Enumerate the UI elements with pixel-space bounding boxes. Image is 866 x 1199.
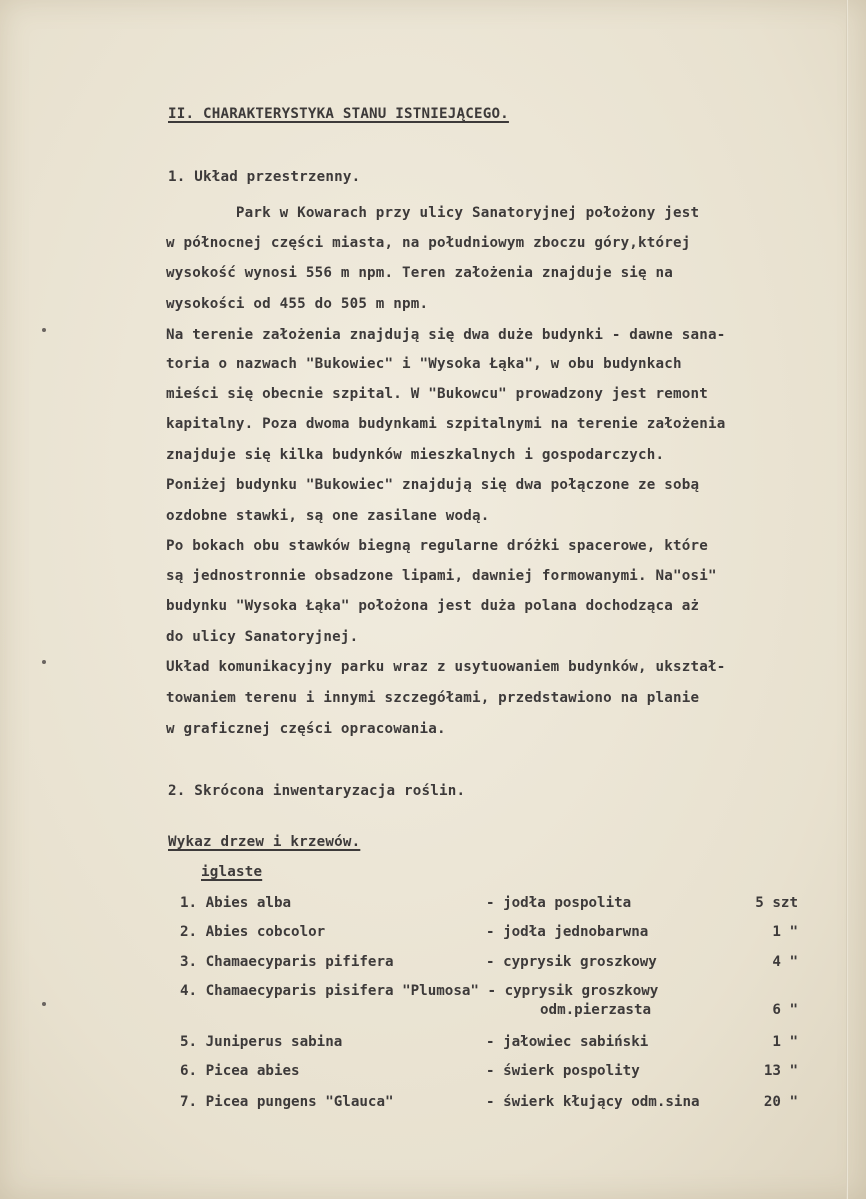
plant-polish-name: - jodła pospolita bbox=[486, 895, 632, 911]
plant-quantity: 13 " bbox=[763, 1063, 798, 1079]
section-heading: II. CHARAKTERYSTYKA STANU ISTNIEJĄCEGO. bbox=[168, 106, 509, 122]
plant-latin-name: 3. Chamaecyparis pififera bbox=[180, 954, 394, 970]
plant-quantity: 5 szt bbox=[755, 895, 798, 911]
body-line: Po bokach obu stawków biegną regularne dróżki spacerowe, które bbox=[166, 538, 708, 554]
plant-quantity: 1 " bbox=[772, 924, 798, 940]
plant-latin-name: 4. Chamaecyparis pisifera "Plumosa" - cyprysik groszkowy bbox=[180, 983, 659, 999]
body-line: Poniżej budynku "Bukowiec" znajdują się dwa połączone ze sobą bbox=[166, 477, 700, 493]
plant-latin-name: 2. Abies cobcolor bbox=[180, 924, 326, 940]
plant-polish-name: - jodła jednobarwna bbox=[486, 924, 649, 940]
body-line: Na terenie założenia znajdują się dwa duże budynki - dawne sana- bbox=[166, 327, 726, 343]
plant-quantity: 1 " bbox=[772, 1034, 798, 1050]
body-line: ozdobne stawki, są one zasilane wodą. bbox=[166, 508, 490, 524]
body-line: toria o nazwach "Bukowiec" i "Wysoka Łąka", w obu budynkach bbox=[166, 356, 682, 372]
plant-polish-name: - jałowiec sabiński bbox=[486, 1034, 649, 1050]
plant-polish-name: - świerk pospolity bbox=[486, 1063, 640, 1079]
body-line: towaniem terenu i innymi szczegółami, przedstawiono na planie bbox=[166, 690, 700, 706]
body-line: Park w Kowarach przy ulicy Sanatoryjnej położony jest bbox=[166, 205, 700, 221]
body-line: wysokości od 455 do 505 m npm. bbox=[166, 296, 429, 312]
plant-quantity: 6 " bbox=[772, 1002, 798, 1018]
body-line: znajduje się kilka budynków mieszkalnych i gospodarczych. bbox=[166, 447, 665, 463]
body-line: kapitalny. Poza dwoma budynkami szpitalnymi na terenie założenia bbox=[166, 416, 726, 432]
punch-hole-mark bbox=[42, 1002, 46, 1006]
plant-latin-name: 6. Picea abies bbox=[180, 1063, 300, 1079]
plant-latin-name: 7. Picea pungens "Glauca" bbox=[180, 1094, 394, 1110]
plant-latin-name: 5. Juniperus sabina bbox=[180, 1034, 343, 1050]
body-line: mieści się obecnie szpital. W "Bukowcu" prowadzony jest remont bbox=[166, 386, 708, 402]
body-line: wysokość wynosi 556 m npm. Teren założenia znajduje się na bbox=[166, 265, 674, 281]
plant-quantity: 4 " bbox=[772, 954, 798, 970]
punch-hole-mark bbox=[42, 660, 46, 664]
body-line: budynku "Wysoka Łąka" położona jest duża polana dochodząca aż bbox=[166, 598, 700, 614]
body-line: są jednostronnie obsadzone lipami, dawniej formowanymi. Na"osi" bbox=[166, 568, 717, 584]
section1-title bbox=[168, 169, 360, 185]
body-line: w północnej części miasta, na południowym zboczu góry,której bbox=[166, 235, 691, 251]
plant-quantity: 20 " bbox=[763, 1094, 798, 1110]
plant-polish-name: odm.pierzasta bbox=[540, 1002, 652, 1018]
page-fold bbox=[846, 0, 848, 1199]
plant-group-label: iglaste bbox=[201, 864, 263, 880]
section2-title: 2. Skrócona inwentaryzacja roślin. bbox=[168, 783, 466, 799]
body-line: do ulicy Sanatoryjnej. bbox=[166, 629, 359, 645]
plant-list-subtitle: Wykaz drzew i krzewów. bbox=[168, 834, 361, 850]
plant-polish-name: - cyprysik groszkowy bbox=[486, 954, 657, 970]
plant-polish-name: - świerk kłujący odm.sina bbox=[486, 1094, 700, 1110]
body-line: w graficznej części opracowania. bbox=[166, 721, 446, 737]
punch-hole-mark bbox=[42, 328, 46, 332]
body-line: Układ komunikacyjny parku wraz z usytuowaniem budynków, ukształ- bbox=[166, 659, 726, 675]
plant-latin-name: 1. Abies alba bbox=[180, 895, 292, 911]
section1-title-text: 1. Układ przestrzenny. bbox=[168, 169, 361, 185]
